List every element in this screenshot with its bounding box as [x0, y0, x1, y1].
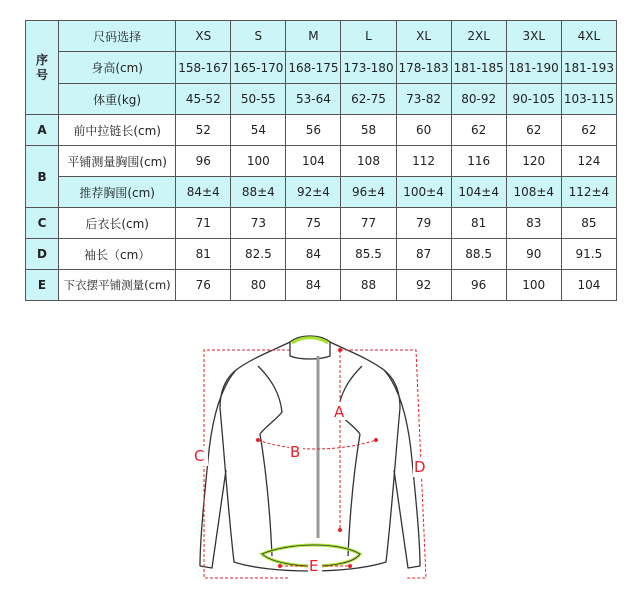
value-cell: 58: [341, 115, 396, 146]
value-cell: 112±4: [561, 177, 616, 208]
value-cell: 108: [341, 146, 396, 177]
measure-row-e: [26, 270, 617, 301]
size-cell: XS: [176, 21, 231, 52]
seq-header-cell: [26, 21, 59, 115]
value-cell: 62: [561, 115, 616, 146]
value-cell: 79: [396, 208, 451, 239]
seq-header-text: 序号: [36, 52, 49, 82]
label-a: A: [334, 403, 345, 421]
measure-row-a: [26, 115, 617, 146]
value-cell: 92±4: [286, 177, 341, 208]
value-cell: 87: [396, 239, 451, 270]
row-letter-e: E: [26, 270, 59, 301]
value-cell: 100: [506, 270, 561, 301]
value-cell: 81: [451, 208, 506, 239]
value-cell: 88±4: [231, 177, 286, 208]
height-cell: 181-185: [451, 52, 506, 84]
height-label: 身高(cm): [59, 52, 176, 84]
size-chart-table: [25, 20, 617, 301]
measure-row-recommended-chest: [26, 177, 617, 208]
value-cell: 96±4: [341, 177, 396, 208]
value-cell: 85.5: [341, 239, 396, 270]
size-cell: 2XL: [451, 21, 506, 52]
weight-label: 体重(kg): [59, 84, 176, 115]
collar-trim: [292, 338, 328, 343]
height-cell: 165-170: [231, 52, 286, 84]
value-cell: 120: [506, 146, 561, 177]
value-cell: 85: [561, 208, 616, 239]
value-cell: 80: [231, 270, 286, 301]
row-letter-d: D: [26, 239, 59, 270]
measure-row-b: [26, 146, 617, 177]
height-cell: 168-175: [286, 52, 341, 84]
height-cell: 173-180: [341, 52, 396, 84]
value-cell: 60: [396, 115, 451, 146]
value-cell: 104: [561, 270, 616, 301]
size-cell: M: [286, 21, 341, 52]
measure-row-d: [26, 239, 617, 270]
value-cell: 92: [396, 270, 451, 301]
height-cell: 158-167: [176, 52, 231, 84]
value-cell: 91.5: [561, 239, 616, 270]
weight-cell: 62-75: [341, 84, 396, 115]
value-cell: 75: [286, 208, 341, 239]
weight-cell: 53-64: [286, 84, 341, 115]
row-name: 推荐胸围(cm): [59, 177, 176, 208]
weight-cell: 45-52: [176, 84, 231, 115]
value-cell: 84±4: [176, 177, 231, 208]
value-cell: 76: [176, 270, 231, 301]
value-cell: 56: [286, 115, 341, 146]
row-name: 袖长（cm）: [59, 239, 176, 270]
label-d: D: [414, 458, 426, 476]
value-cell: 116: [451, 146, 506, 177]
height-cell: 181-190: [506, 52, 561, 84]
row-letter-c: C: [26, 208, 59, 239]
row-name: 前中拉链长(cm): [59, 115, 176, 146]
measure-row-c: [26, 208, 617, 239]
label-e: E: [309, 557, 319, 575]
value-cell: 82.5: [231, 239, 286, 270]
value-cell: 96: [451, 270, 506, 301]
size-row: [26, 21, 617, 52]
value-cell: 54: [231, 115, 286, 146]
row-letter-a: A: [26, 115, 59, 146]
value-cell: 100: [231, 146, 286, 177]
value-cell: 90: [506, 239, 561, 270]
size-label: 尺码选择: [59, 21, 176, 52]
row-name: 下衣摆平铺测量(cm): [59, 270, 176, 301]
value-cell: 96: [176, 146, 231, 177]
size-cell: 3XL: [506, 21, 561, 52]
value-cell: 77: [341, 208, 396, 239]
value-cell: 88.5: [451, 239, 506, 270]
value-cell: 124: [561, 146, 616, 177]
jacket-outline: [200, 336, 420, 571]
label-b: B: [290, 443, 301, 461]
value-cell: 88: [341, 270, 396, 301]
height-cell: 178-183: [396, 52, 451, 84]
weight-cell: 80-92: [451, 84, 506, 115]
weight-cell: 90-105: [506, 84, 561, 115]
jacket-measurement-diagram: [190, 330, 430, 582]
weight-cell: 50-55: [231, 84, 286, 115]
row-name: 平铺测量胸围(cm): [59, 146, 176, 177]
value-cell: 112: [396, 146, 451, 177]
size-cell: XL: [396, 21, 451, 52]
weight-cell: 73-82: [396, 84, 451, 115]
size-cell: 4XL: [561, 21, 616, 52]
height-row: [26, 52, 617, 84]
size-cell: L: [341, 21, 396, 52]
weight-cell: 103-115: [561, 84, 616, 115]
height-cell: 181-193: [561, 52, 616, 84]
row-name: 后衣长(cm): [59, 208, 176, 239]
row-letter-b: B: [26, 146, 59, 208]
weight-row: [26, 84, 617, 115]
value-cell: 84: [286, 270, 341, 301]
value-cell: 104±4: [451, 177, 506, 208]
value-cell: 52: [176, 115, 231, 146]
value-cell: 100±4: [396, 177, 451, 208]
value-cell: 108±4: [506, 177, 561, 208]
value-cell: 73: [231, 208, 286, 239]
size-cell: S: [231, 21, 286, 52]
value-cell: 84: [286, 239, 341, 270]
value-cell: 62: [451, 115, 506, 146]
value-cell: 104: [286, 146, 341, 177]
value-cell: 71: [176, 208, 231, 239]
value-cell: 62: [506, 115, 561, 146]
value-cell: 81: [176, 239, 231, 270]
label-c: C: [194, 447, 205, 465]
value-cell: 83: [506, 208, 561, 239]
